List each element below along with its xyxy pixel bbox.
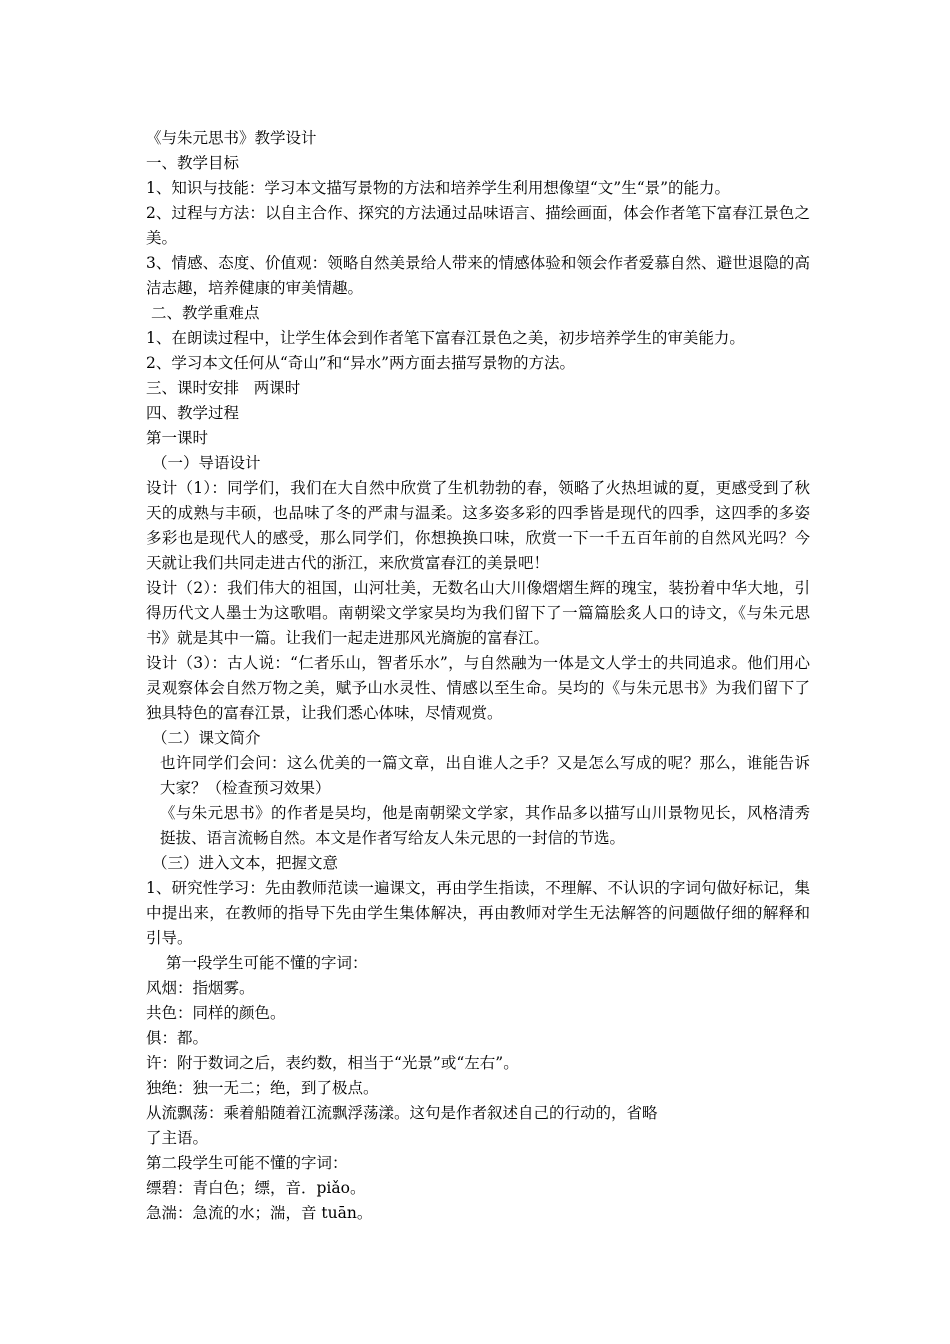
vocab-item: 独绝：独一无二；绝，到了极点。 (146, 1079, 379, 1097)
goal-knowledge: 1、知识与技能：学习本文描写景物的方法和培养学生利用想像望“文”生“景”的能力。 (146, 179, 731, 197)
intro-design-heading: （一）导语设计 (152, 454, 261, 472)
text-brief-author: 《与朱元思书》的作者是吴均，他是南朝梁文学家，其作品多以描写山川景物见长，风格清秀挺拔、语言流畅自然。本文是作者写给友人朱元思的一封信的节选。 (160, 804, 810, 847)
paragraph-two-words-heading: 第二段学生可能不懂的字词： (146, 1154, 348, 1172)
research-study: 1、研究性学习：先由教师范读一遍课文，再由学生指读，不理解、不认识的字词句做好标记，集中提出来，在教师的指导下先由学生集体解决，再由教师对学生无法解答的问题做仔细的解释和引导。 (146, 879, 810, 947)
goal-attitude: 3、情感、态度、价值观：领略自然美景给人带来的情感体验和领会作者爱慕自然、避世退隐的高洁志趣，培养健康的审美情趣。 (146, 254, 810, 297)
text-brief-question: 也许同学们会问：这么优美的一篇文章，出自谁人之手？又是怎么写成的呢？那么，谁能告诉大家？（检查预习效果） (160, 754, 810, 797)
enter-text-heading: （三）进入文本，把握文意 (152, 854, 339, 872)
vocab-item: 共色：同样的颜色。 (146, 1004, 286, 1022)
intro-design-1: 设计（1）：同学们，我们在大自然中欣赏了生机勃勃的春，领略了火热坦诚的夏，更感受到了秋天的成熟与丰硕，也品味了冬的严肃与温柔。这多姿多彩的四季皆是现代的四季，这四季的多姿多彩也是现代人的感受，那么同学们，你想换换口味，欣赏一下一千五百年前的自然风光吗？今天就让我们共同走进古代的浙江，来欣赏富春江的美景吧！ (146, 479, 810, 572)
paragraph-one-words-heading: 第一段学生可能不懂的字词： (166, 954, 368, 972)
intro-design-3: 设计（3）：古人说：“仁者乐山，智者乐水”，与自然融为一体是文人学士的共同追求。他们用心灵观察体会自然万物之美，赋予山水灵性、情感以至生命。吴均的《与朱元思书》为我们留下了独具特色的富春江景，让我们悉心体味，尽情观赏。 (146, 654, 810, 722)
schedule-heading: 三、课时安排 两课时 (146, 379, 301, 397)
vocab-item-continued: 了主语。 (146, 1129, 209, 1147)
process-heading: 四、教学过程 (146, 404, 240, 422)
document-page (146, 126, 810, 1226)
vocab-item: 许：附于数词之后，表约数，相当于“光景”或“左右”。 (146, 1054, 519, 1072)
vocab-item: 急湍：急流的水；湍，音 tuān。 (146, 1204, 373, 1222)
vocab-item: 俱：都。 (146, 1029, 209, 1047)
vocab-item: 风烟：指烟雾。 (146, 979, 255, 997)
intro-design-2: 设计（2）：我们伟大的祖国，山河壮美，无数名山大川像熠熠生辉的瑰宝，装扮着中华大地，引得历代文人墨士为这歌唱。南朝梁文学家吴均为我们留下了一篇篇脍炙人口的诗文，《与朱元思书》就是其中一篇。让我们一起走进那风光旖旎的富春江。 (146, 579, 810, 647)
key-point-1: 1、在朗读过程中，让学生体会到作者笔下富春江景色之美，初步培养学生的审美能力。 (146, 329, 745, 347)
vocab-item: 从流飘荡：乘着船随着江流飘浮荡漾。这句是作者叙述自己的行动的，省略 (146, 1104, 658, 1122)
key-points-heading: 二、教学重难点 (146, 304, 260, 322)
key-point-2: 2、学习本文任何从“奇山”和“异水”两方面去描写景物的方法。 (146, 354, 576, 372)
lesson-one-heading: 第一课时 (146, 429, 209, 447)
document-title: 《与朱元思书》教学设计 (146, 129, 317, 147)
text-brief-heading: （二）课文简介 (152, 729, 261, 747)
goals-heading: 一、教学目标 (146, 154, 240, 172)
goal-process: 2、过程与方法：以自主合作、探究的方法通过品味语言、描绘画面，体会作者笔下富春江景色之美。 (146, 204, 810, 247)
vocab-item: 缥碧：青白色；缥，音．piǎo。 (146, 1179, 366, 1197)
